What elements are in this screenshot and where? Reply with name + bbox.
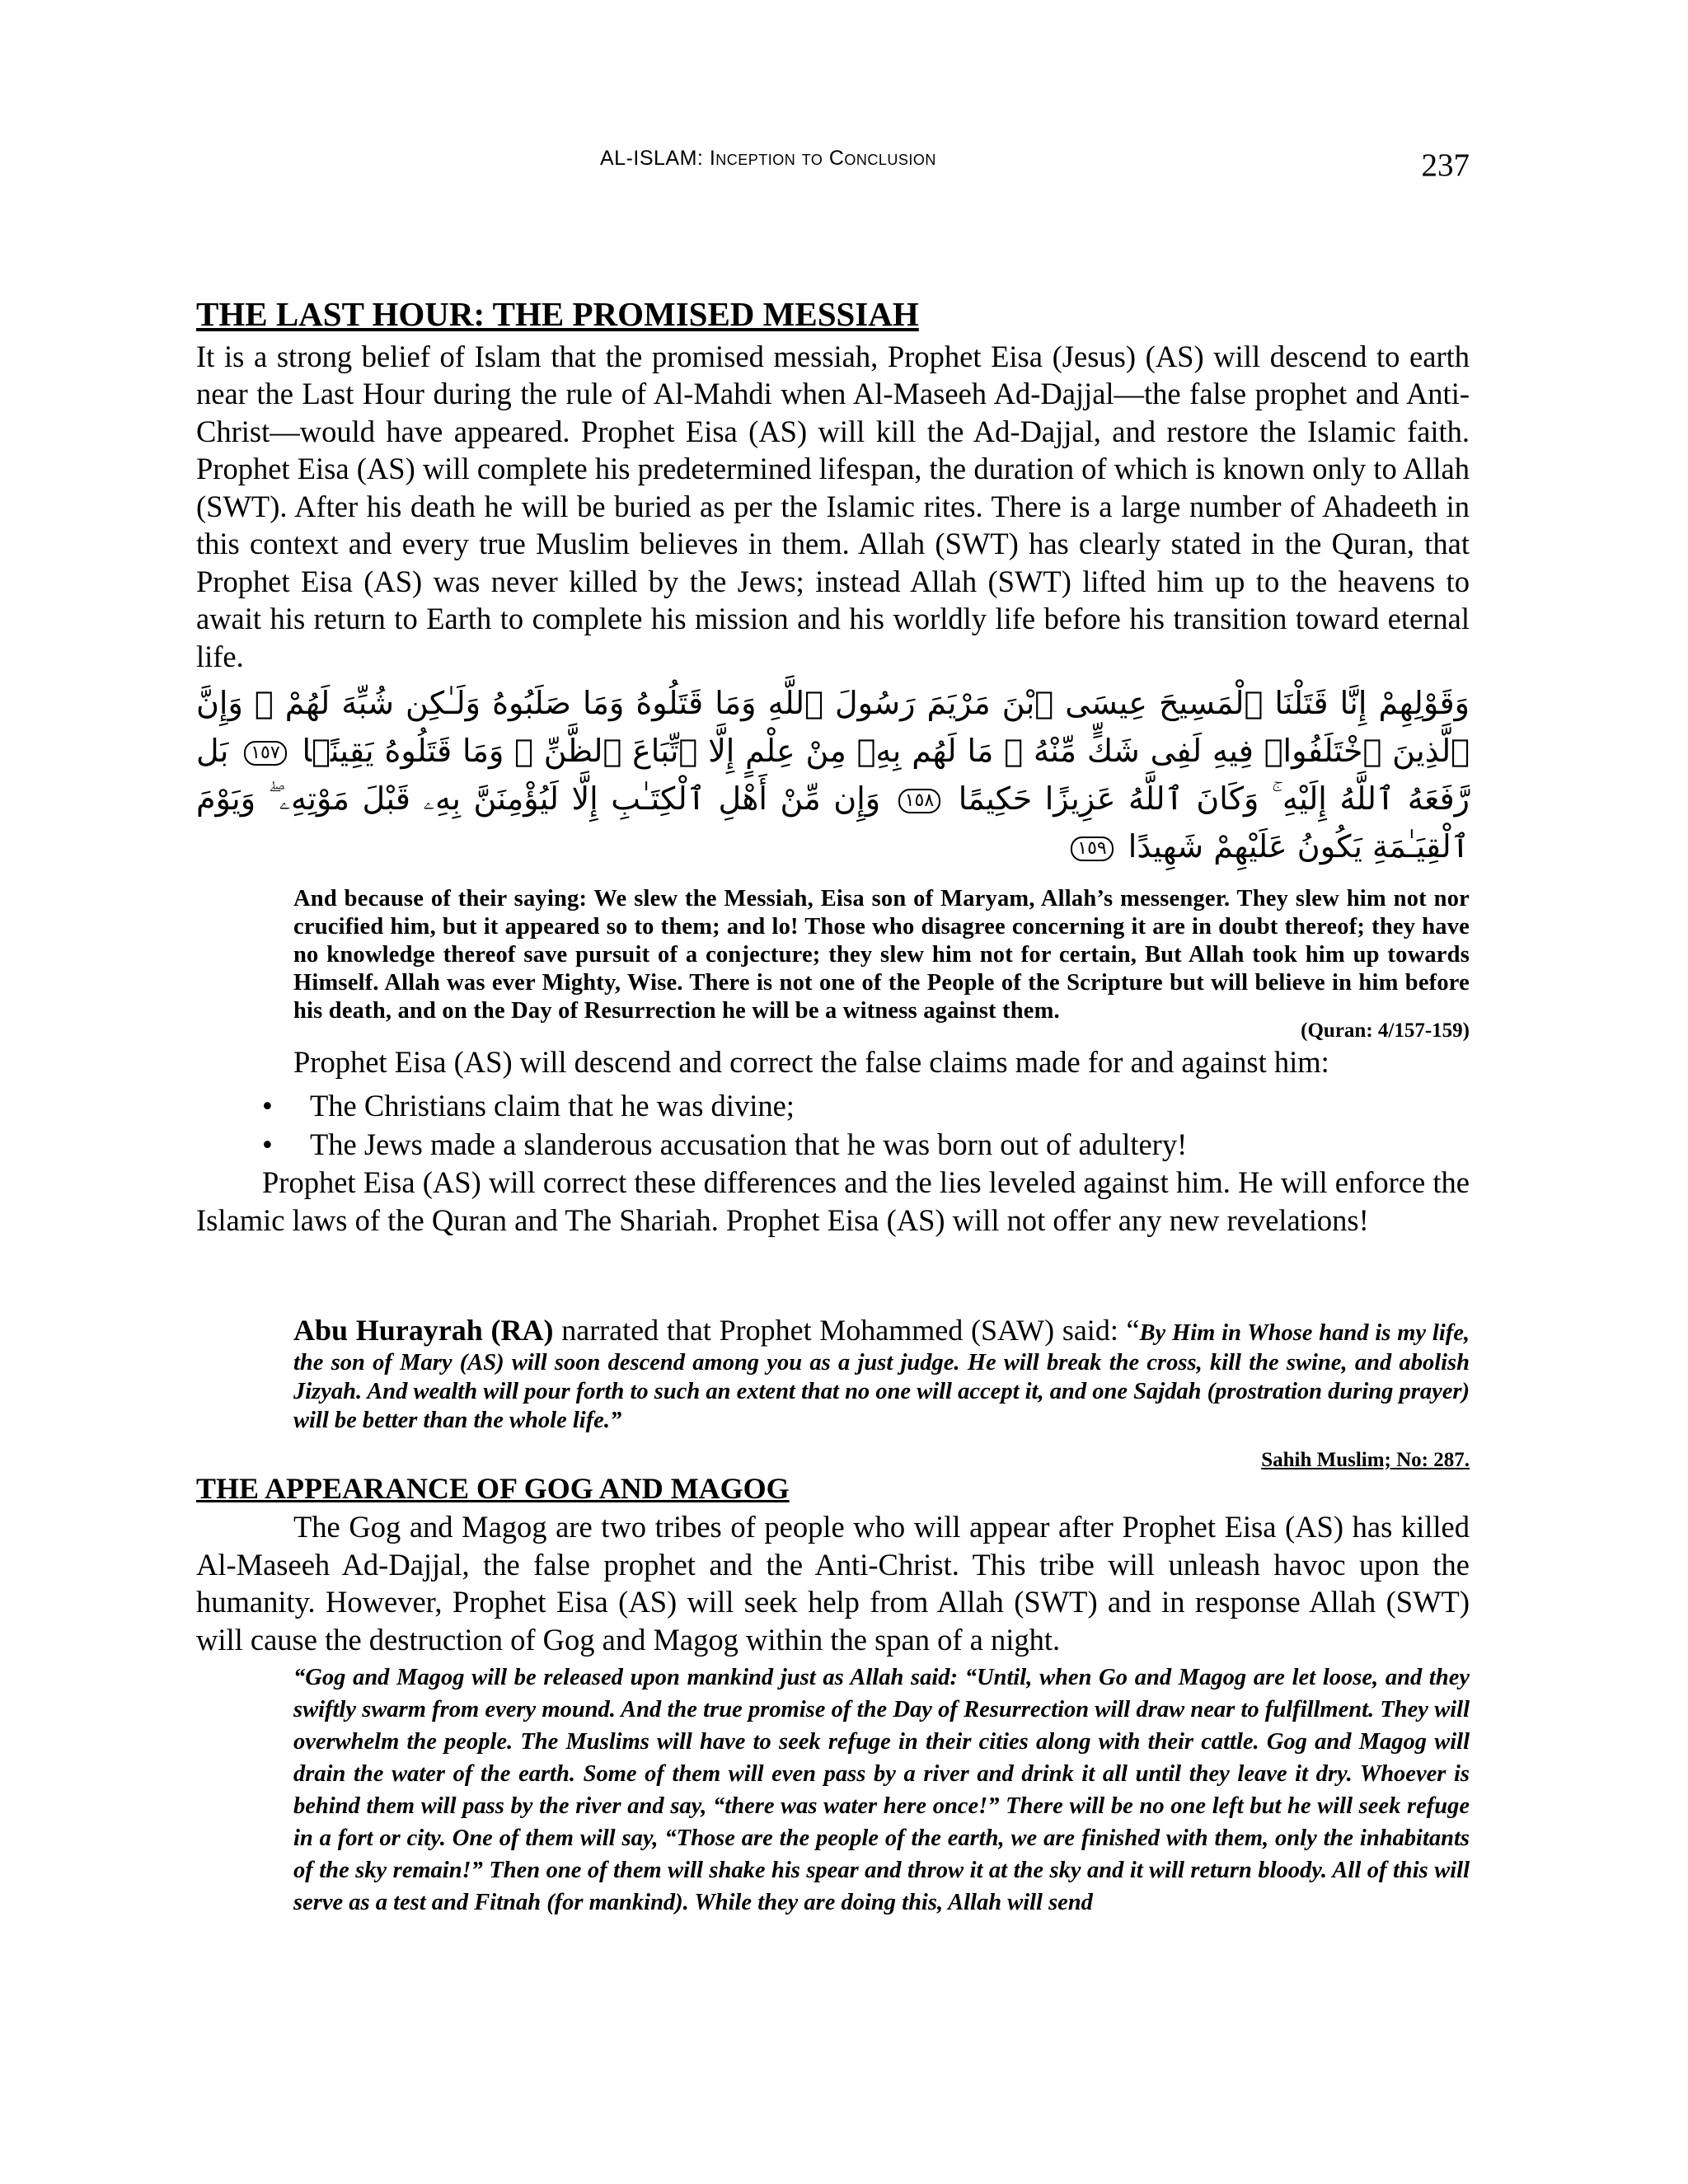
arabic-verse-part-1: وَقَوْلِهِمْ إِنَّا قَتَلْنَا ٱلْمَسِيحَ عِيسَى ٱبْنَ مَرْيَمَ رَسُولَ ٱللَّهِ وَمَا قَتَلُوهُ وَمَا صَلَبُوهُ وَلَـٰكِن شُبِّهَ لَهُمْ ۚ وَإِنَّ ٱلَّذِينَ ٱخْتَلَفُوا۟ فِيهِ لَفِى شَكٍّ مِّنْهُ ۚ مَا لَهُم بِهِۦ مِنْ عِلْمٍ إِلَّا ٱتِّبَاعَ ٱلظَّنِّ ۚ وَمَا قَتَلُوهُ يَقِينًۢا	[196, 685, 1470, 769]
gog-magog-quote: “Gog and Magog will be released upon mankind just as Allah said: “Until, when Go and Magog are let loose, and they swiftly swarm from every mound. And the true promise of the Day of Resurrection will draw near to fulfillment. They will overwhelm the people. The Muslims will have to seek refuge in their cities along with their cattle. Gog and Magog will drain the water of the earth. Some of them will even pass by a river and drink it all until they leave it dry. Whoever is behind them will pass by the river and say, “there was water here once!” There will be no one left but he will seek refuge in a fort or city. One of them will say, “Those are the people of the earth, we are finished with them, only the inhabitants of the sky remain!” Then one of them will shake his spear and throw it at the sky and it will return bloody. All of this will serve as a test and Fitnah (for mankind). While they are doing this, Allah will send	[293, 1665, 1470, 1915]
section-title-last-hour: THE LAST HOUR: THE PROMISED MESSIAH	[196, 295, 919, 333]
running-header: AL-ISLAM: Inception to Conclusion	[600, 147, 936, 170]
quran-reference: (Quran: 4/157-159)	[1301, 1019, 1470, 1042]
gog-magog-paragraph: The Gog and Magog are two tribes of people who will appear after Prophet Eisa (AS) has killed Al-Maseeh Ad-Dajjal, the false prophet and the Anti-Christ. This tribe will unleash havoc upon the humanity. However, Prophet Eisa (AS) will seek help from Allah (SWT) and in response Allah (SWT) will cause the destruction of Gog and Magog within the span of a night.	[196, 1510, 1470, 1657]
ayah-number-159: ١٥٩	[1071, 837, 1113, 861]
verse-translation: And because of their saying: We slew the Messiah, Eisa son of Maryam, Allah’s messenger. They slew him not nor crucified him, but it appeared so to them; and lo! Those who disagree concerning it are in doubt thereof; they have no knowledge thereof save pursuit of a conjecture; they slew him not for certain, But Allah took him up towards Himself. Allah was ever Mighty, Wise. There is not one of the People of the Scripture but will believe in him before his death, and on the Day of Resurrection he will be a witness against them.	[293, 886, 1470, 1024]
section-title-gog-magog: THE APPEARANCE OF GOG AND MAGOG	[196, 1472, 790, 1505]
quran-verse-arabic	[196, 679, 1470, 870]
descend-line: Prophet Eisa (AS) will descend and correct the false claims made for and against him:	[293, 1045, 1329, 1079]
arabic-verse-part-2: بَل رَّفَعَهُ ٱللَّهُ إِلَيْهِ ۚ وَكَانَ ٱللَّهُ عَزِيزًا حَكِيمًا	[196, 733, 1470, 817]
hadith-text: By Him in Whose hand is my life, the son of Mary (AS) will soon descend among you as a just judge. He will break the cross, kill the swine, and abolish Jizyah. And wealth will pour forth to such an extent that no one will accept it, and one Sajdah (prostration during prayer) will be better than the whole life.”	[293, 1320, 1470, 1433]
hadith-lead: narrated that Prophet Mohammed (SAW) said: “	[553, 1314, 1140, 1347]
list-item: • The Jews made a slanderous accusation that he was born out of adultery!	[262, 1125, 1470, 1164]
claims-list	[262, 1086, 1470, 1164]
correct-paragraph: Prophet Eisa (AS) will correct these differences and the lies leveled against him. He will enforce the Islamic laws of the Quran and The Shariah. Prophet Eisa (AS) will not offer any new revelations!	[196, 1165, 1470, 1237]
arabic-verse-part-3: وَإِن مِّنْ أَهْلِ ٱلْكِتَـٰبِ إِلَّا لَيُؤْمِنَنَّ بِهِۦ قَبْلَ مَوْتِهِۦ ۖ وَيَوْمَ ٱلْقِيَـٰمَةِ يَكُونُ عَلَيْهِمْ شَهِيدًا	[196, 780, 1470, 865]
hadith-reference: Sahih Muslim; No: 287.	[1261, 1449, 1470, 1471]
intro-paragraph-text: It is a strong belief of Islam that the promised messiah, Prophet Eisa (Jesus) (AS) will descend to earth near the Last Hour during the rule of Al-Mahdi when Al-Maseeh Ad-Dajjal—the false prophet and Anti-Christ—would have appeared. Prophet Eisa (AS) will kill the Ad-Dajjal, and restore the Islamic faith. Prophet Eisa (AS) will complete his predetermined lifespan, the duration of which is known only to Allah (SWT). After his death he will be buried as per the Islamic rites. There is a large number of Ahadeeth in this context and every true Muslim believes in them. Allah (SWT) has clearly stated in the Quran, that Prophet Eisa (AS) was never killed by the Jews; instead Allah (SWT) lifted him up to the heavens to await his return to Earth to complete his mission and his worldly life before his transition toward eternal life.	[196, 339, 1470, 673]
intro-paragraph	[196, 300, 1470, 675]
ayah-number-157: ١٥٧	[244, 741, 286, 766]
hadith-narrator: Abu Hurayrah (RA)	[293, 1314, 554, 1347]
ayah-number-158: ١٥٨	[898, 789, 940, 813]
page-number: 237	[1421, 148, 1470, 183]
hadith-block	[293, 1312, 1470, 1435]
list-item: • The Christians claim that he was divine;	[262, 1086, 1470, 1125]
